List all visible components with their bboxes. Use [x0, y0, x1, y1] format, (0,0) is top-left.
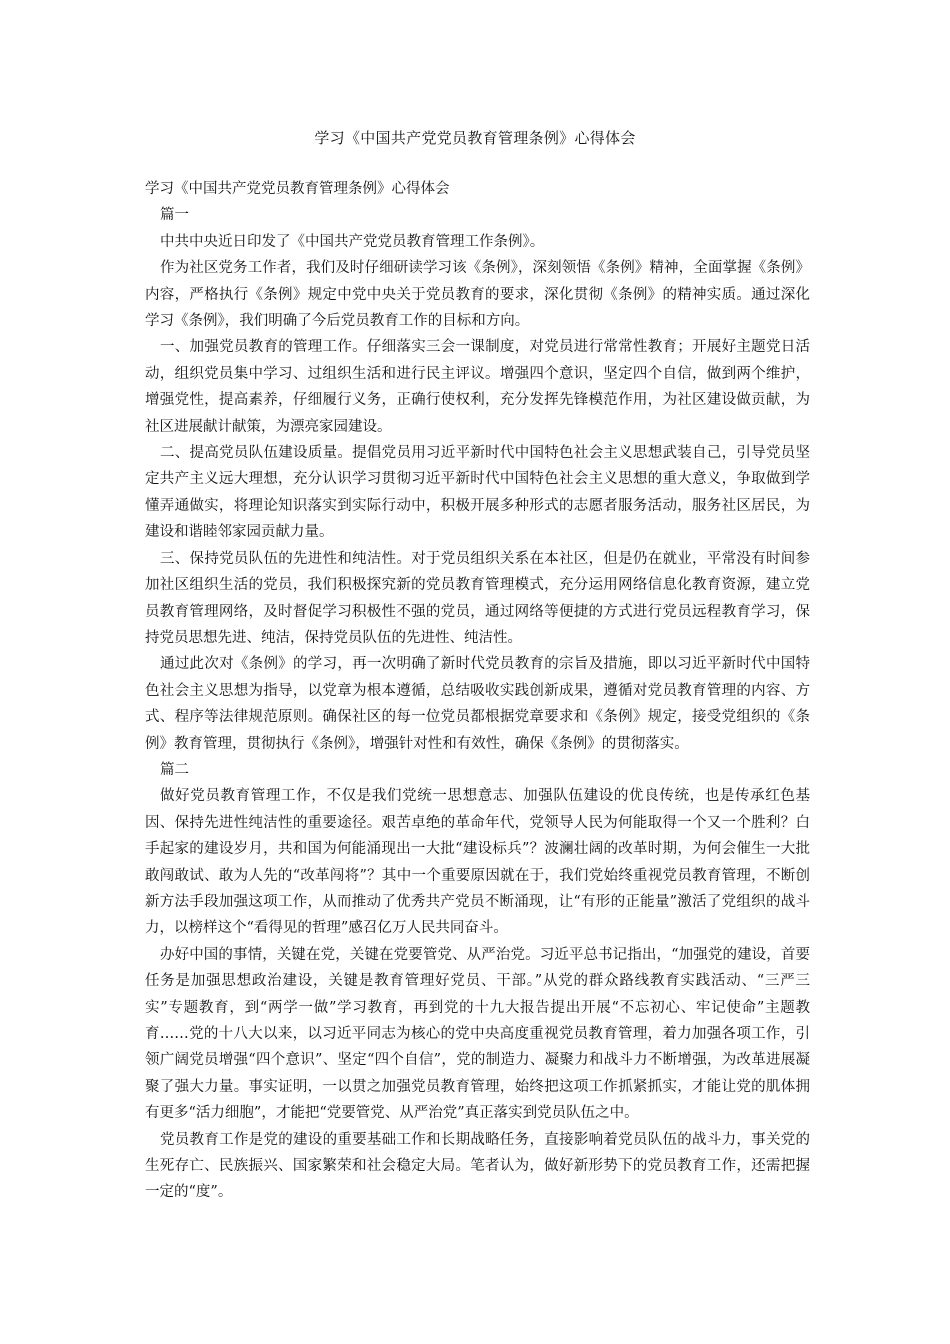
paragraph: 三、保持党员队伍的先进性和纯洁性。对于党员组织关系在本社区，但是仍在就业，平常没有时间参加社区组织生活的党员，我们积极探究新的党员教育管理模式，充分运用网络信息化教育资源，建立党员教育管理网络，及时督促学习积极性不强的党员，通过网络等便捷的方式进行党员远程教育学习，保持党员思想先进、纯洁，保持党员队伍的先进性、纯洁性。 [145, 550, 810, 646]
paragraph: 一、加强党员教育的管理工作。仔细落实三会一课制度，对党员进行常常性教育；开展好主题党日活动，组织党员集中学习、过组织生活和进行民主评议。增强四个意识，坚定四个自信，做到两个维护，增强党性，提高素养，仔细履行义务，正确行使权利，充分发挥先锋模范作用，为社区建设做贡献，为社区进展献计献策，为漂亮家园建设。 [145, 339, 810, 435]
section-label: 篇二 [160, 761, 189, 778]
paragraph: 中共中央近日印发了《中国共产党党员教育管理工作条例》。 [160, 233, 545, 250]
page-title: 学习《中国共产党党员教育管理条例》心得体会 [314, 129, 636, 147]
paragraph: 党员教育工作是党的建设的重要基础工作和长期战略任务，直接影响着党员队伍的战斗力，事关党的生死存亡、民族振兴、国家繁荣和社会稳定大局。笔者认为，做好新形势下的党员教育工作，还需把握一定的“度”。 [145, 1131, 810, 1201]
section-label: 篇一 [160, 207, 189, 224]
document-body [145, 176, 810, 1206]
paragraph: 作为社区党务工作者，我们及时仔细研读学习该《条例》，深刻领悟《条例》精神，全面掌握《条例》内容，严格执行《条例》规定中党中央关于党员教育的要求，深化贯彻《条例》的精神实质。通过深化学习《条例》，我们明确了今后党员教育工作的目标和方向。 [145, 260, 810, 330]
paragraph: 二、提高党员队伍建设质量。提倡党员用习近平新时代中国特色社会主义思想武装自己，引导党员坚定共产主义远大理想，充分认识学习贯彻习近平新时代中国特色社会主义思想的重大意义，争取做到学懂弄通做实，将理论知识落实到实际行动中，积极开展多种形式的志愿者服务活动，服务社区居民，为建设和谐睦邻家园贡献力量。 [145, 445, 810, 541]
document-subtitle: 学习《中国共产党党员教育管理条例》心得体会 [145, 181, 450, 197]
paragraph: 办好中国的事情，关键在党，关键在党要管党、从严治党。习近平总书记指出，“加强党的建设，首要任务是加强思想政治建设，关键是教育管理好党员、干部。”从党的群众路线教育实践活动、“三严三实”专题教育，到“两学一做”学习教育，再到党的十九大报告提出开展“不忘初心、牢记使命”主题教育……党的十八大以来，以习近平同志为核心的党中央高度重视党员教育管理，着力加强各项工作，引领广阔党员增强“四个意识”、坚定“四个自信”，党的制造力、凝聚力和战斗力不断增强，为改革进展凝聚了强大力量。事实证明，一以贯之加强党员教育管理，始终把这项工作抓紧抓实，才能让党的肌体拥有更多“活力细胞”，才能把“党要管党、从严治党”真正落实到党员队伍之中。 [145, 946, 810, 1122]
paragraph: 做好党员教育管理工作，不仅是我们党统一思想意志、加强队伍建设的优良传统，也是传承红色基因、保持先进性纯洁性的重要途径。艰苦卓绝的革命年代，党领导人民为何能取得一个又一个胜利？白手起家的建设岁月，共和国为何能涌现出一大批“建设标兵”？波澜壮阔的改革时期，为何会催生一大批敢闯敢试、敢为人先的“改革闯将”？其中一个重要原因就在于，我们党始终重视党员教育管理，不断创新方法手段加强这项工作，从而推动了优秀共产党员不断涌现，让“有形的正能量”激活了党组织的战斗力，以榜样这个“看得见的哲理”感召亿万人民共同奋斗。 [145, 788, 810, 937]
paragraph: 通过此次对《条例》的学习，再一次明确了新时代党员教育的宗旨及措施，即以习近平新时代中国特色社会主义思想为指导，以党章为根本遵循，总结吸收实践创新成果，遵循对党员教育管理的内容、方式、程序等法律规范原则。确保社区的每一位党员都根据党章要求和《条例》规定，接受党组织的《条例》教育管理，贯彻执行《条例》，增强针对性和有效性，确保《条例》的贯彻落实。 [145, 656, 810, 752]
